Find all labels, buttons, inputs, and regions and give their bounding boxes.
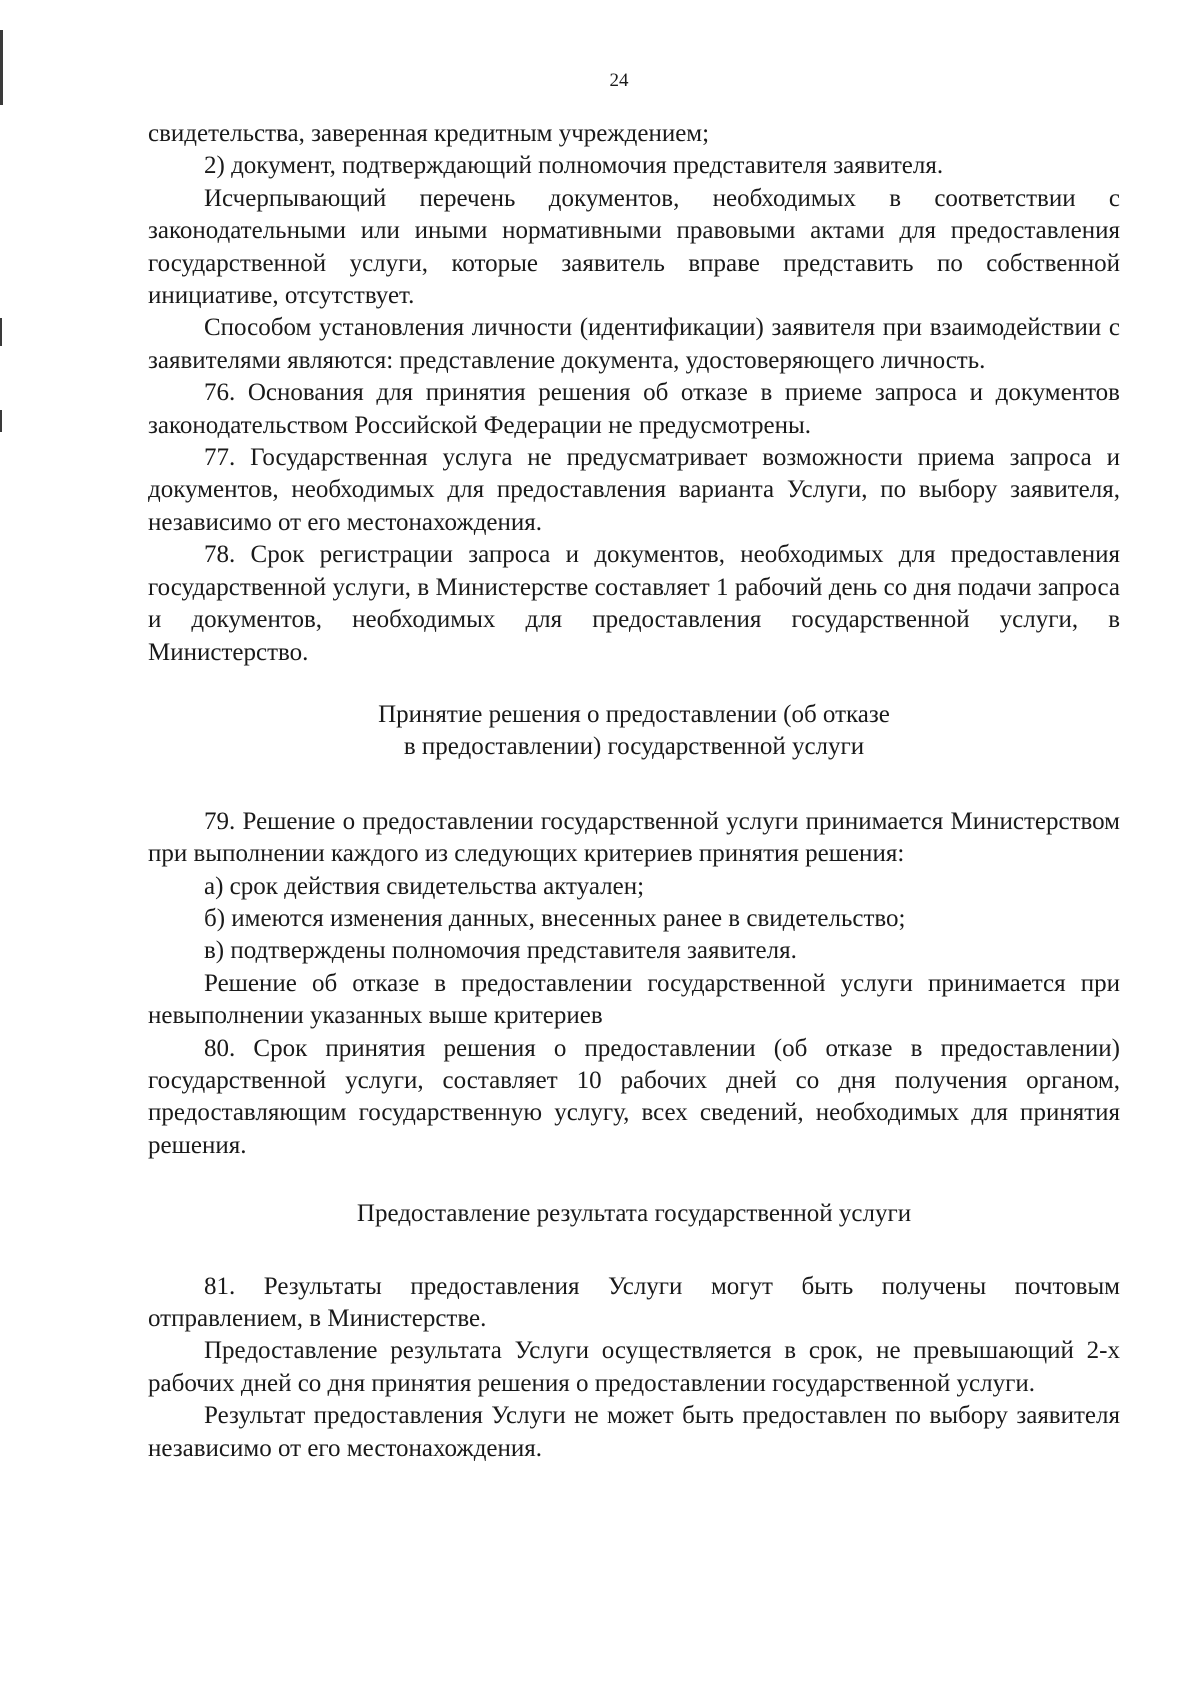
page-number: 24 — [609, 70, 629, 91]
list-item-79a: а) срок действия свидетельства актуален; — [204, 872, 645, 900]
section-heading-line: Принятие решения о предоставлении (об отказе — [378, 700, 890, 728]
paragraph-exhaustive-list: Исчерпывающий перечень документов, необходимых в соответствии с законодательными или иными нормативными правовыми актами для предоставления государственной услуги, которые заявитель вправе представить по собственной инициативе, отсутствует. — [148, 184, 1120, 310]
document-body — [148, 118, 1120, 1465]
paragraph-refusal: Решение об отказе в предоставлении государственной услуги принимается при невыполнении указанных выше критериев — [148, 969, 1120, 1030]
paragraph-result-place: Результат предоставления Услуги не может быть предоставлен по выбору заявителя независимо от его местонахождения. — [148, 1402, 1120, 1462]
paragraph-identity: Способом установления личности (идентификации) заявителя при взаимодействии с заявителями являются: представление документа, удостоверяющего личность. — [148, 314, 1120, 374]
list-item-79c: в) подтверждены полномочия представителя заявителя. — [204, 937, 797, 965]
paragraph-78: 78. Срок регистрации запроса и документов, необходимых для предоставления государственной услуги, в Министерстве составляет 1 рабочий день со дня подачи запроса и документов, необходимых для предоставления государственной услуги, в Министерство. — [148, 541, 1120, 666]
scan-edge-mark — [0, 318, 2, 346]
list-item-79b: б) имеются изменения данных, внесенных ранее в свидетельство; — [204, 904, 906, 932]
paragraph-79: 79. Решение о предоставлении государственной услуги принимается Министерством при выполнении каждого из следующих критериев принятия решения: — [148, 807, 1120, 868]
paragraph-document-2: 2) документ, подтверждающий полномочия представителя заявителя. — [204, 152, 944, 180]
scan-edge-mark — [0, 30, 3, 105]
paragraph-continuation: свидетельства, заверенная кредитным учреждением; — [148, 120, 710, 147]
paragraph-result-term: Предоставление результата Услуги осуществляется в срок, не превышающий 2-х рабочих дней со дня принятия решения о предоставлении государственной услуги. — [148, 1337, 1120, 1397]
section-heading-line: в предоставлении) государственной услуги — [403, 733, 865, 761]
paragraph-80: 80. Срок принятия решения о предоставлении (об отказе в предоставлении) государственной услуги, составляет 10 рабочих дней со дня получения органом, предоставляющим государственную услугу, всех сведений, необходимых для принятия решения. — [148, 1034, 1120, 1159]
paragraph-77: 77. Государственная услуга не предусматривает возможности приема запроса и документов, необходимых для предоставления варианта Услуги, по выбору заявителя, независимо от его местонахождения. — [148, 444, 1120, 536]
section-heading-decision — [148, 699, 1120, 764]
scan-edge-mark — [0, 410, 2, 432]
paragraph-81: 81. Результаты предоставления Услуги могут быть получены почтовым отправлением, в Министерстве. — [148, 1272, 1120, 1332]
paragraph-76: 76. Основания для принятия решения об отказе в приеме запроса и документов законодательством Российской Федерации не предусмотрены. — [148, 379, 1120, 439]
section-heading-result: Предоставление результата государственной услуги — [356, 1200, 912, 1228]
